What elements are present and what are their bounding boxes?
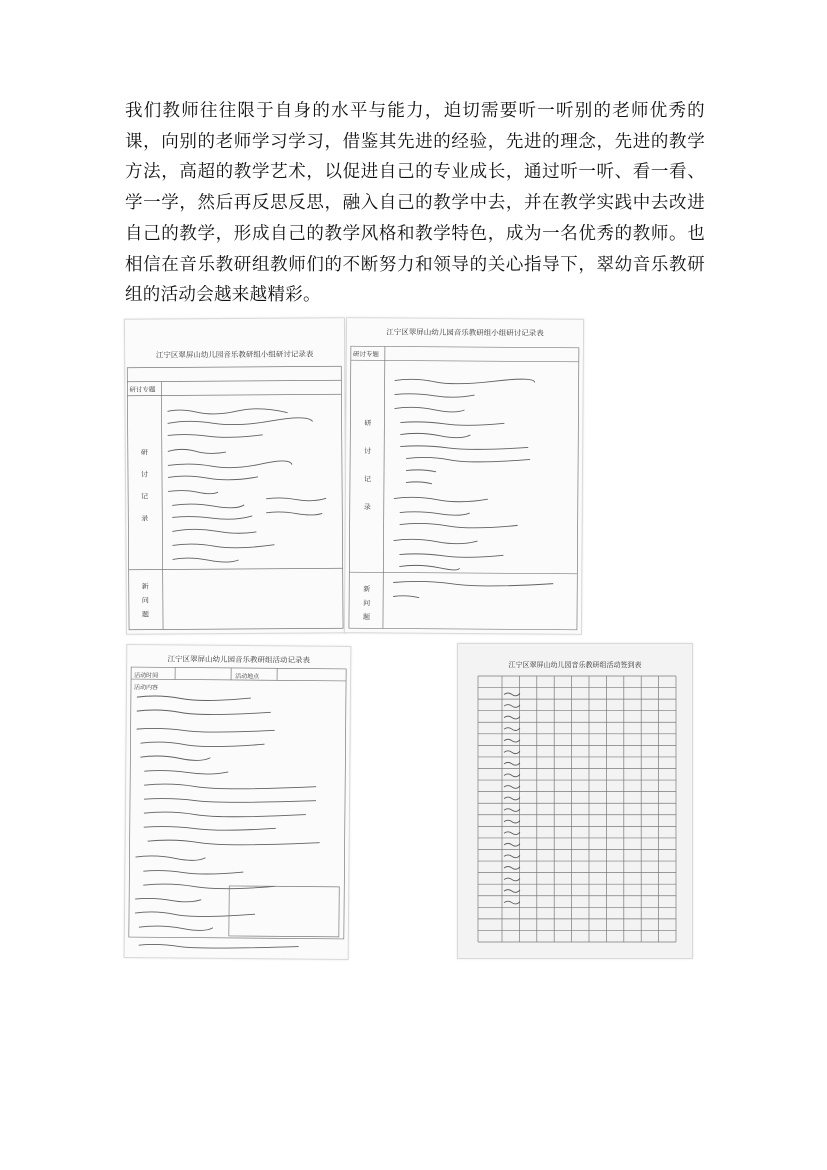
body-paragraph: 我们教师往往限于自身的水平与能力，迫切需要听一听别的老师优秀的课，向别的老师学习学习，借鉴其先进的经验，先进的理念，先进的教学方法，高超的教学艺术，以促进自己的专业成长，通过听一听、看一看、学一学，然后再反思反思，融入自己的教学中去，并在教学实践中去改进自己的教学，形成自己的教学风格和教学特色，成为一名优秀的教师。也相信在音乐教研组教师们的不断努力和领导的关心指导下，翠幼音乐教研组的活动会越来越精彩。 (125, 101, 705, 306)
record-sheet-title: 江宁区翠屏山幼儿园音乐教研组小组研讨记录表 (155, 349, 314, 360)
activity-record-title: 江宁区翠屏山幼儿园音乐教研组活动记录表 (167, 654, 311, 665)
signin-sheet-title: 江宁区翠屏山幼儿园音乐教研组活动签到表 (508, 661, 642, 669)
activity-record-photo (124, 644, 352, 960)
activity-record-row-label: 活动内容 (133, 684, 159, 692)
record-sheet-row-label: 讨 (140, 470, 149, 479)
signin-sheet-grid (458, 644, 692, 958)
record-sheet-row-label: 问 (363, 599, 371, 608)
record-sheet-row-label: 研 (140, 448, 148, 457)
activity-record-row-label: 活动地点 (235, 672, 260, 681)
record-sheet-row-label: 记 (363, 475, 372, 484)
record-sheet-row-label: 录 (141, 514, 149, 523)
signin-sheet-photo (457, 643, 693, 959)
activity-record-row-label: 活动时间 (134, 672, 159, 680)
record-sheet-row-label: 题 (362, 613, 371, 622)
record-sheet-title: 江宁区翠屏山幼儿园音乐教研组小组研讨记录表 (386, 327, 544, 338)
record-sheet-row-label: 记 (141, 492, 149, 501)
record-sheet-row-label: 研讨专题 (352, 350, 379, 359)
record-sheet-row-label: 研讨专题 (129, 385, 156, 394)
record-sheet-row-label: 研 (364, 419, 372, 428)
record-sheet-row-label: 问 (141, 596, 149, 605)
record-sheet-grid (345, 318, 583, 634)
record-sheet-grid (125, 318, 346, 634)
record-sheet-row-label: 新 (141, 582, 149, 591)
record-sheet-row-label: 讨 (364, 447, 372, 456)
record-sheet-row-label: 题 (141, 610, 149, 619)
record-sheet-photo-2 (344, 317, 584, 635)
record-sheet-photo-1 (124, 317, 347, 635)
activity-record-grid (125, 645, 351, 959)
record-sheet-row-label: 录 (363, 503, 371, 512)
record-sheet-row-label: 新 (363, 585, 371, 594)
